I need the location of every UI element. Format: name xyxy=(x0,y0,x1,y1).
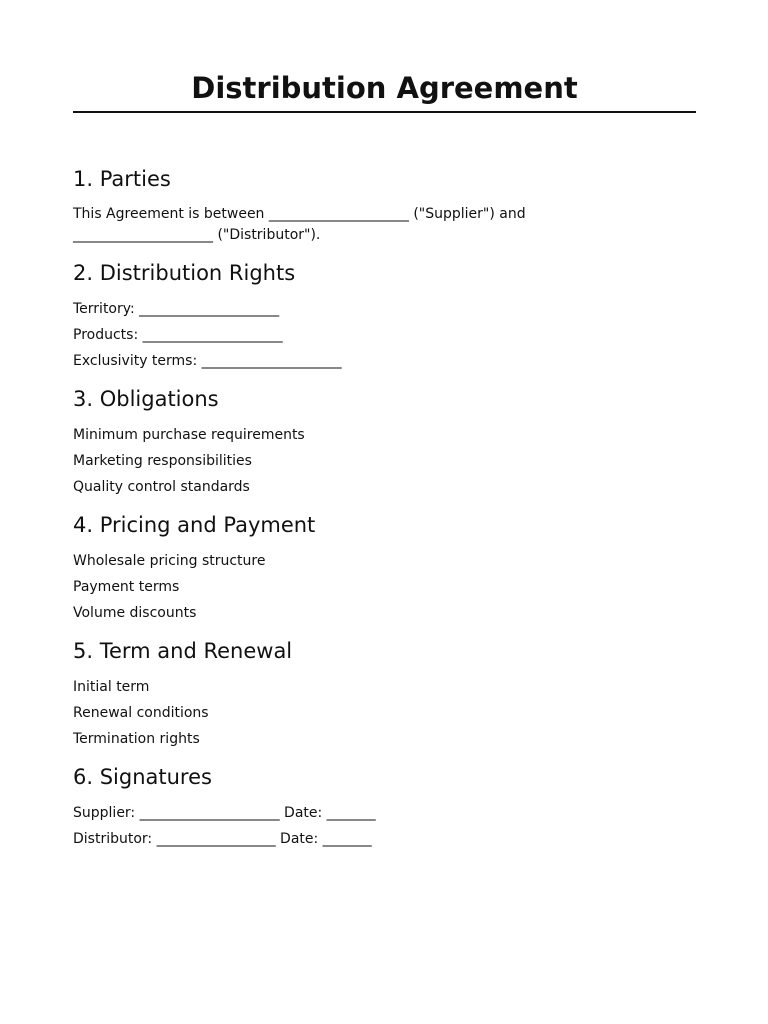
section-items xyxy=(73,296,696,374)
document-title: Distribution Agreement xyxy=(191,71,578,105)
list-item: Wholesale pricing structure xyxy=(73,553,266,569)
section-heading: 1. Parties xyxy=(73,167,171,191)
list-item: Volume discounts xyxy=(73,605,197,621)
title-divider xyxy=(73,111,696,113)
distributor-signature-line: Distributor: _________________ Date: _______ xyxy=(73,831,372,847)
section-items xyxy=(73,422,696,500)
section-obligations xyxy=(73,386,696,500)
section-term-and-renewal xyxy=(73,638,696,752)
section-heading: 2. Distribution Rights xyxy=(73,261,296,285)
section-heading: 6. Signatures xyxy=(73,765,212,789)
section-items xyxy=(73,674,696,752)
section-distribution-rights xyxy=(73,260,696,374)
list-item: Exclusivity terms: ____________________ xyxy=(73,353,342,369)
list-item: Initial term xyxy=(73,679,150,695)
list-item: Marketing responsibilities xyxy=(73,453,252,469)
section-parties xyxy=(73,166,696,246)
list-item: Territory: ____________________ xyxy=(73,301,280,317)
section-heading: 3. Obligations xyxy=(73,387,219,411)
list-item: Minimum purchase requirements xyxy=(73,427,305,443)
parties-paragraph: This Agreement is between ____________________ ("Supplier") and ____________________ ("Distributor"). xyxy=(73,206,526,243)
section-pricing-and-payment xyxy=(73,512,696,626)
section-heading: 4. Pricing and Payment xyxy=(73,513,316,537)
list-item: Termination rights xyxy=(73,731,200,747)
section-items xyxy=(73,800,696,852)
list-item: Payment terms xyxy=(73,579,180,595)
list-item: Renewal conditions xyxy=(73,705,209,721)
list-item: Quality control standards xyxy=(73,479,250,495)
list-item: Products: ____________________ xyxy=(73,327,283,343)
section-items xyxy=(73,548,696,626)
section-signatures xyxy=(73,764,696,852)
supplier-signature-line: Supplier: ____________________ Date: _______ xyxy=(73,805,376,821)
section-heading: 5. Term and Renewal xyxy=(73,639,293,663)
document-page xyxy=(73,0,696,1024)
